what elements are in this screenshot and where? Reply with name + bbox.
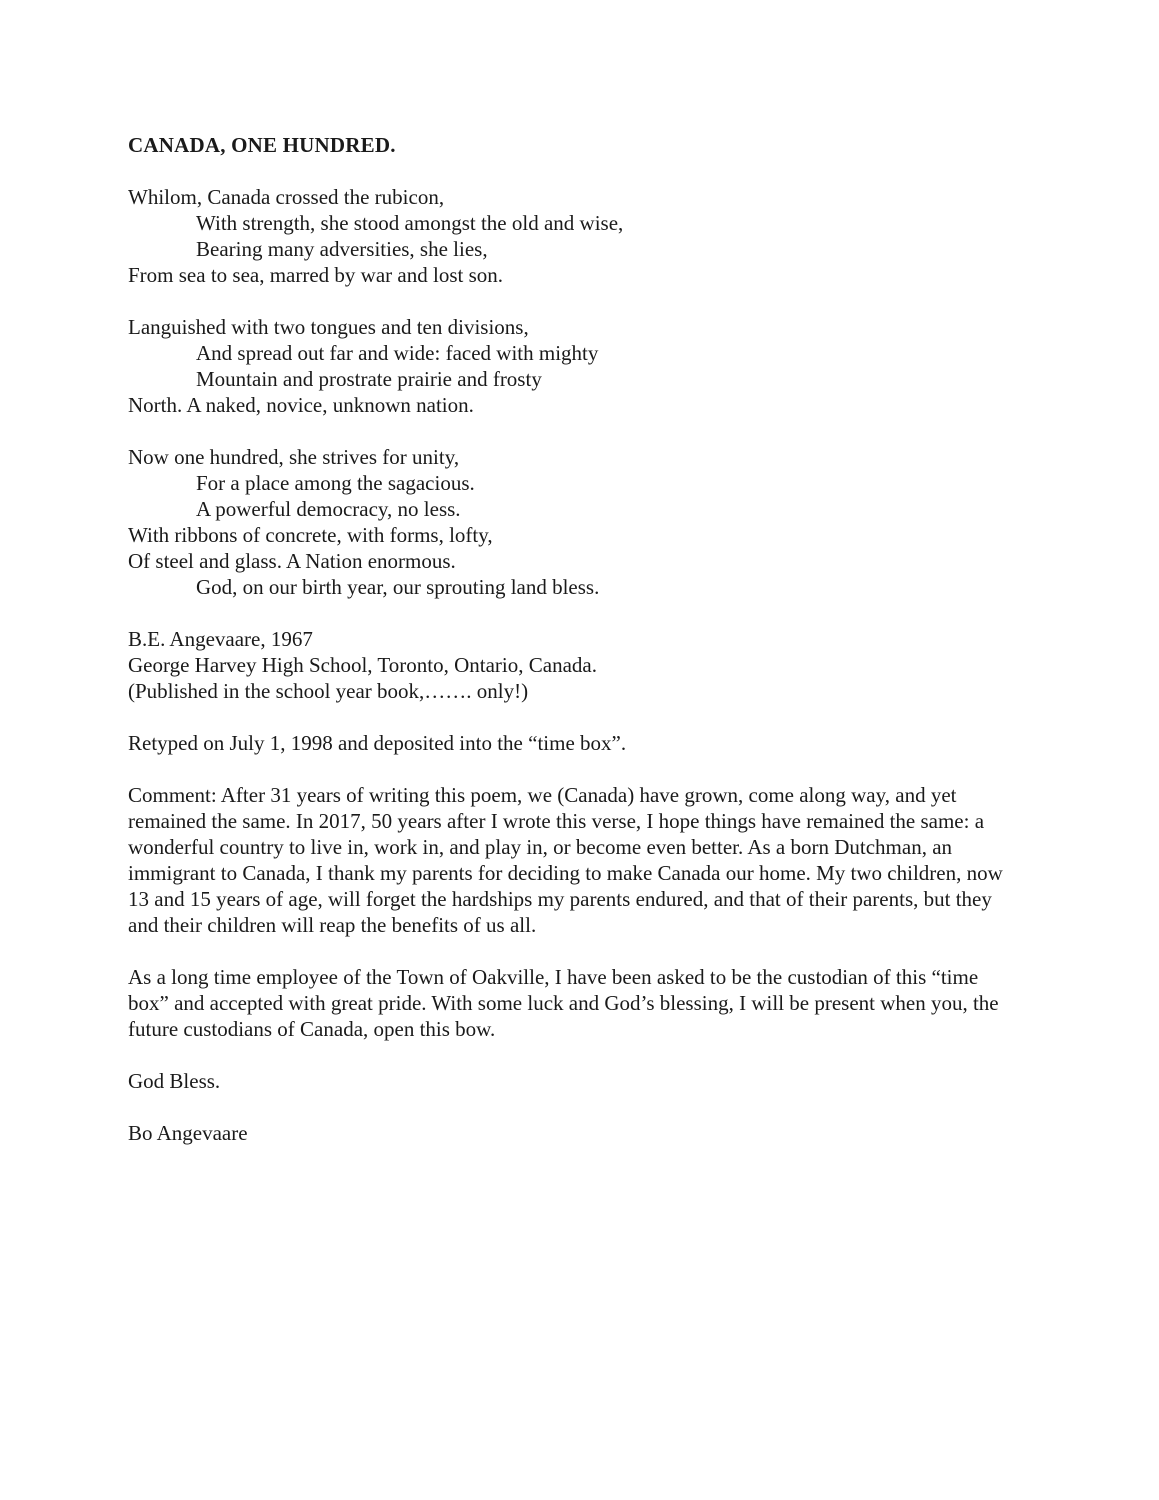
signature-name: Bo Angevaare — [128, 1121, 248, 1145]
poem-line: With strength, she stood amongst the old and wise, — [196, 211, 624, 235]
poem-line: For a place among the sagacious. — [196, 471, 475, 495]
attribution-published: (Published in the school year book,……. only!) — [128, 679, 529, 703]
poem-stanza-3 — [128, 444, 1008, 600]
custodian-paragraph: As a long time employee of the Town of Oakville, I have been asked to be the custodian of this “time box” and accepted with great pride. With some luck and God’s blessing, I will be present when you, the future custodians of Canada, open this bow. — [128, 965, 999, 1041]
attribution-block — [128, 626, 1008, 704]
poem-line: Languished with two tongues and ten divisions, — [128, 315, 529, 339]
poem-stanza-2 — [128, 314, 1008, 418]
poem-stanza-1 — [128, 184, 1008, 288]
poem-line: A powerful democracy, no less. — [196, 497, 461, 521]
poem-line: Now one hundred, she strives for unity, — [128, 445, 460, 469]
poem-line: And spread out far and wide: faced with mighty — [196, 341, 599, 365]
comment-paragraph: Comment: After 31 years of writing this poem, we (Canada) have grown, come along way, and yet remained the same. In 2017, 50 years after I wrote this verse, I hope things have remained the same: a wonderful country to live in, work in, and play in, or become even better. As a born Dutchman, an immigrant to Canada, I thank my parents for deciding to make Canada our home. My two children, now 13 and 15 years of age, will forget the hardships my parents endured, and that of their parents, but they and their children will reap the benefits of us all. — [128, 783, 1003, 937]
attribution-author: B.E. Angevaare, 1967 — [128, 627, 313, 651]
poem-line: Of steel and glass. A Nation enormous. — [128, 549, 456, 573]
poem-line: Bearing many adversities, she lies, — [196, 237, 488, 261]
attribution-school: George Harvey High School, Toronto, Ontario, Canada. — [128, 653, 597, 677]
poem-line: God, on our birth year, our sprouting land bless. — [196, 575, 600, 599]
poem-line: Whilom, Canada crossed the rubicon, — [128, 185, 445, 209]
poem-line: Mountain and prostrate prairie and frosty — [196, 367, 542, 391]
document-body — [128, 132, 1008, 1172]
poem-line: North. A naked, novice, unknown nation. — [128, 393, 474, 417]
closing-text: God Bless. — [128, 1069, 221, 1093]
poem-line: From sea to sea, marred by war and lost son. — [128, 263, 503, 287]
retyped-note: Retyped on July 1, 1998 and deposited into the “time box”. — [128, 731, 627, 755]
poem-line: With ribbons of concrete, with forms, lofty, — [128, 523, 493, 547]
poem-title: CANADA, ONE HUNDRED. — [128, 133, 396, 157]
